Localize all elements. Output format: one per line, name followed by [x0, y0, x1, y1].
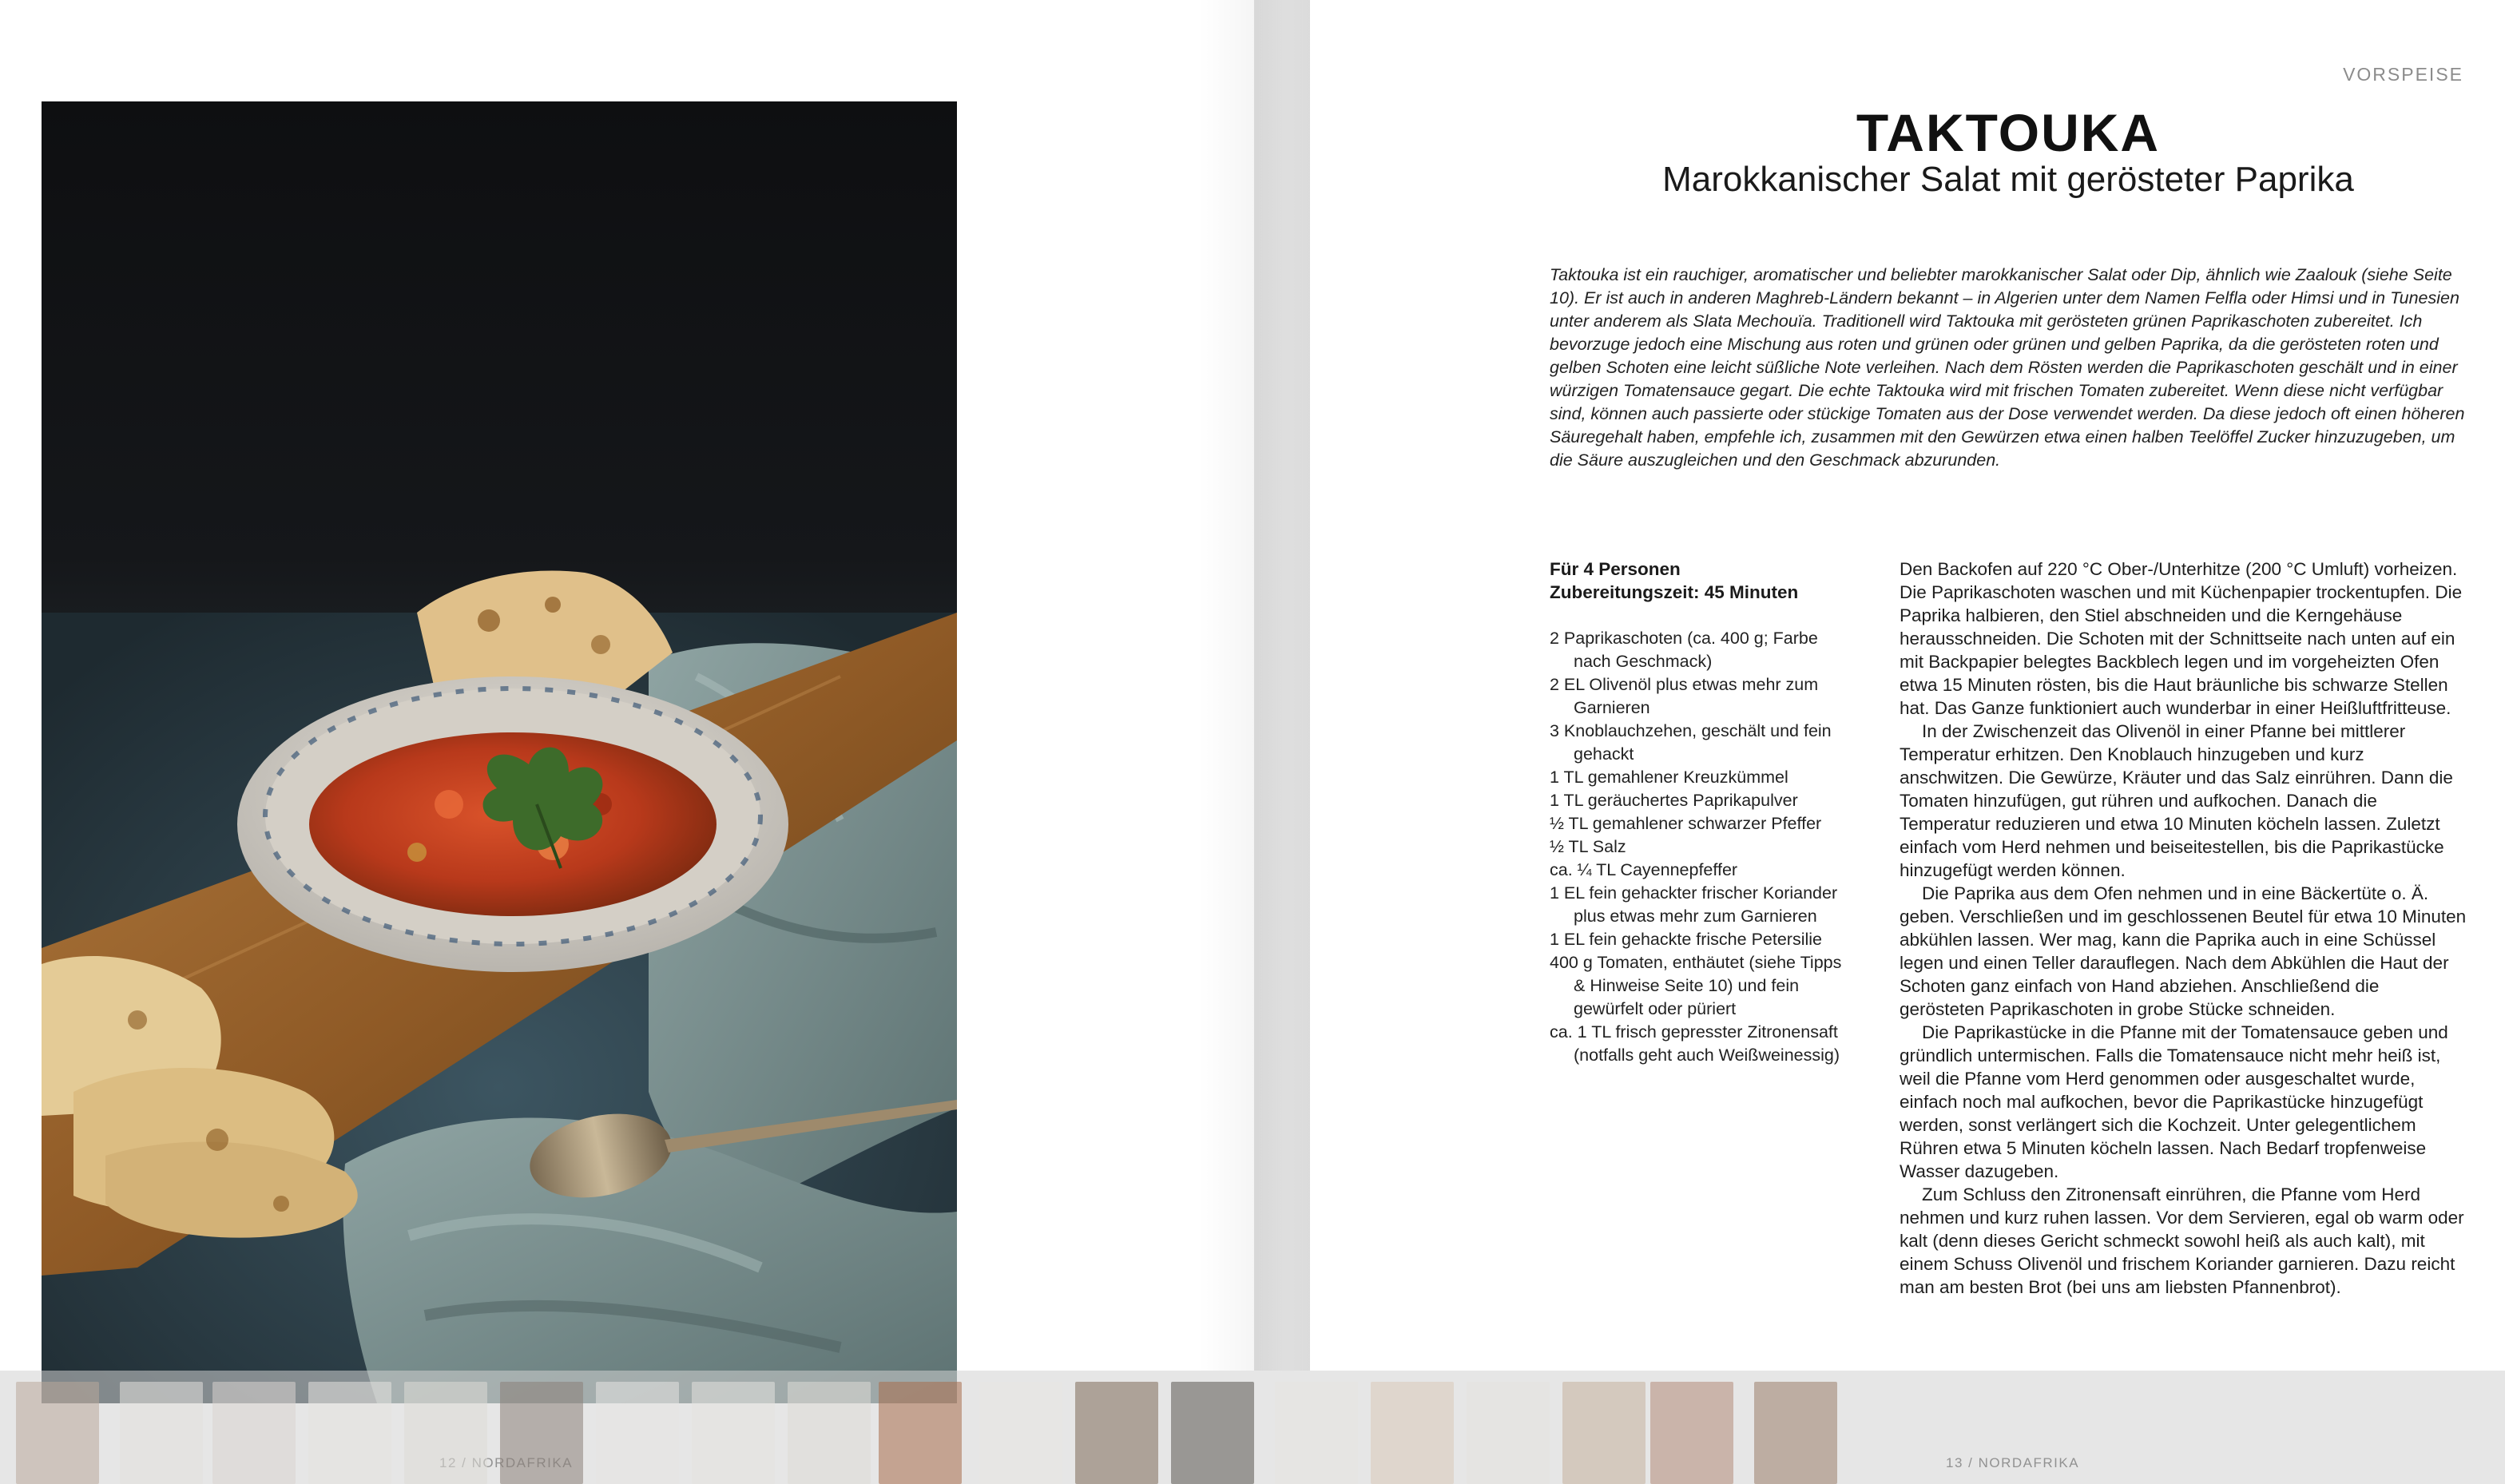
book-gutter-shadow-right — [1254, 0, 1310, 1371]
recipe-intro: Taktouka ist ein rauchiger, aromatischer und beliebter marokkanischer Salat oder Dip, ähnlich wie Zaalouk (siehe Seite 10). Er ist auch in anderen Maghreb-Ländern bekannt – in Algerien unter dem Namen Felfla oder Himsi und in Tunesien unter anderem als Slata Mechouïa. Traditionell wird Taktouka mit gerösteten grünen Paprikaschoten zubereitet. Ich bevorzuge jedoch eine Mischung aus roten und grünen oder grünen und gelben Paprika, da die gerösteten roten und gelben Schoten eine leicht süßliche Note verleihen. Nach dem Rösten werden die Paprikaschoten geschält und in einer würzigen Tomatensauce gegart. Die echte Taktouka wird mit frischen Tomaten zubereitet. Wenn diese nicht verfügbar sind, können auch passierte oder stückige Tomaten aus der Dose verwendet werden. Da diese jedoch oft einen höheren Säuregehalt haben, empfehle ich, zusammen mit den Gewürzen etwa einen halben Teelöffel Zucker hinzuzugeben, um die Säure auszugleichen und den Geschmack abzurunden. — [1550, 265, 2465, 470]
page-thumbnail[interactable] — [1754, 1382, 1837, 1484]
ingredient-list — [1550, 627, 1853, 1067]
method-paragraph: In der Zwischenzeit das Olivenöl in einer Pfanne bei mittlerer Temperatur erhitzen. Den Knoblauch hinzugeben und kurz anschwitzen. Die Gewürze, Kräuter und das Salz einrühren. Dann die Tomaten hinzufügen, gut rühren und aufkochen. Danach die Temperatur reduzieren und etwa 10 Minuten köcheln lassen. Zuletzt einfach vom Herd nehmen und beiseitestellen, bis die Paprikastücke hinzugefügt werden können. — [1900, 721, 2453, 880]
ingredient-item: 2 Paprikaschoten (ca. 400 g; Farbe nach Geschmack) — [1550, 629, 1818, 671]
page-thumbnail[interactable] — [979, 1382, 1062, 1484]
ingredient-item: 1 EL fein gehackte frische Petersilie — [1550, 930, 1822, 949]
recipe-title: TAKTOUKA — [1856, 103, 2161, 162]
page-thumbnail[interactable] — [308, 1382, 391, 1484]
ingredient-item: 2 EL Olivenöl plus etwas mehr zum Garnieren — [1550, 675, 1819, 717]
ingredient-item: ca. ¼ TL Cayennepfeffer — [1550, 860, 1738, 879]
page-thumbnail[interactable] — [120, 1382, 203, 1484]
ingredient-item: 1 TL geräuchertes Paprikapulver — [1550, 791, 1798, 810]
page-thumbnail-strip[interactable] — [0, 1371, 2505, 1484]
page-thumbnail[interactable] — [1562, 1382, 1646, 1484]
ingredient-item: ½ TL Salz — [1550, 837, 1626, 856]
taktouka-dish-photo — [42, 101, 957, 1403]
food-photo-illustration — [42, 101, 957, 1403]
page-thumbnail[interactable] — [1075, 1382, 1158, 1484]
page-thumbnail[interactable] — [500, 1382, 583, 1484]
page-thumbnail[interactable] — [16, 1382, 99, 1484]
ingredient-item: ca. 1 TL frisch gepresster Zitronensaft (notfalls geht auch Weißweinessig) — [1550, 1022, 1840, 1065]
page-thumbnail[interactable] — [1650, 1382, 1733, 1484]
method-column — [1900, 557, 2467, 1299]
page-thumbnail[interactable] — [1371, 1382, 1454, 1484]
page-thumbnail[interactable] — [879, 1382, 962, 1484]
method-paragraph: Die Paprika aus dem Ofen nehmen und in eine Bäckertüte o. Ä. geben. Verschließen und im geschlossenen Beutel für etwa 10 Minuten abkühlen lassen. Wer mag, kann die Paprika auch in eine Schüssel legen und einen Teller darauflegen. Nach dem Abkühlen die Haut der Schoten ganz einfach von Hand abziehen. Anschließend die gerösteten Paprikaschoten in grobe Stücke schneiden. — [1900, 883, 2467, 1019]
ingredient-item: 3 Knoblauchzehen, geschält und fein gehackt — [1550, 721, 1832, 764]
method-paragraph: Zum Schluss den Zitronensaft einrühren, die Pfanne vom Herd nehmen und kurz ruhen lassen. Vor dem Servieren, egal ob warm oder kalt (denn dieses Gericht schmeckt sowohl heiß als auch kalt), mit einem Schuss Olivenöl und frischem Koriander garnieren. Dazu reicht man am besten Brot (bei uns am liebsten Pfannenbrot). — [1900, 1184, 2464, 1297]
method-paragraph: Die Paprikastücke in die Pfanne mit der Tomatensauce geben und gründlich untermischen. Falls die Tomatensauce nicht mehr heiß ist, weil die Pfanne vom Herd genommen oder ausgeschaltet wurde, einfach noch mal aufkochen, bevor die Paprikastücke hinzugefügt werden, sonst verlängert sich die Kochzeit. Unter gelegentlichem Rühren etwa 5 Minuten köcheln lassen. Nach Bedarf tropfenweise Wasser dazugeben. — [1900, 1022, 2448, 1181]
page-thumbnail[interactable] — [1171, 1382, 1254, 1484]
page-thumbnail[interactable] — [212, 1382, 296, 1484]
servings: Für 4 Personen — [1550, 559, 1681, 579]
page-thumbnail[interactable] — [1275, 1382, 1358, 1484]
ingredient-item: 1 EL fein gehackter frischer Koriander plus etwas mehr zum Garnieren — [1550, 883, 1838, 926]
ingredients-column — [1550, 557, 1853, 1067]
section-label: VORSPEISE — [2343, 64, 2463, 85]
ingredient-item: 1 TL gemahlener Kreuzkümmel — [1550, 768, 1788, 787]
page-thumbnail[interactable] — [692, 1382, 775, 1484]
prep-time: Zubereitungszeit: 45 Minuten — [1550, 582, 1799, 602]
method-paragraph: Den Backofen auf 220 °C Ober-/Unterhitze (200 °C Umluft) vorheizen. Die Paprikaschoten waschen und mit Küchenpapier trockentupfen. Die Paprika halbieren, den Stiel abschneiden und die Kerngehäuse herausschneiden. Die Schoten mit der Schnittseite nach unten auf ein mit Backpapier belegtes Backblech legen und im vorgeheizten Ofen etwa 15 Minuten rösten, bis die Haut bräunliche bis schwarze Stellen hat. Das Ganze funktioniert auch wunderbar in einer Heißluftfritteuse. — [1900, 559, 2463, 718]
page-thumbnail[interactable] — [1467, 1382, 1550, 1484]
ingredient-item: 400 g Tomaten, enthäutet (siehe Tipps & Hinweise Seite 10) und fein gewürfelt oder püriert — [1550, 953, 1842, 1018]
ingredient-item: ½ TL gemahlener schwarzer Pfeffer — [1550, 814, 1822, 833]
page-thumbnail[interactable] — [404, 1382, 487, 1484]
page-thumbnail[interactable] — [596, 1382, 679, 1484]
page-thumbnail[interactable] — [788, 1382, 871, 1484]
recipe-subtitle: Marokkanischer Salat mit gerösteter Paprika — [1662, 160, 2354, 199]
